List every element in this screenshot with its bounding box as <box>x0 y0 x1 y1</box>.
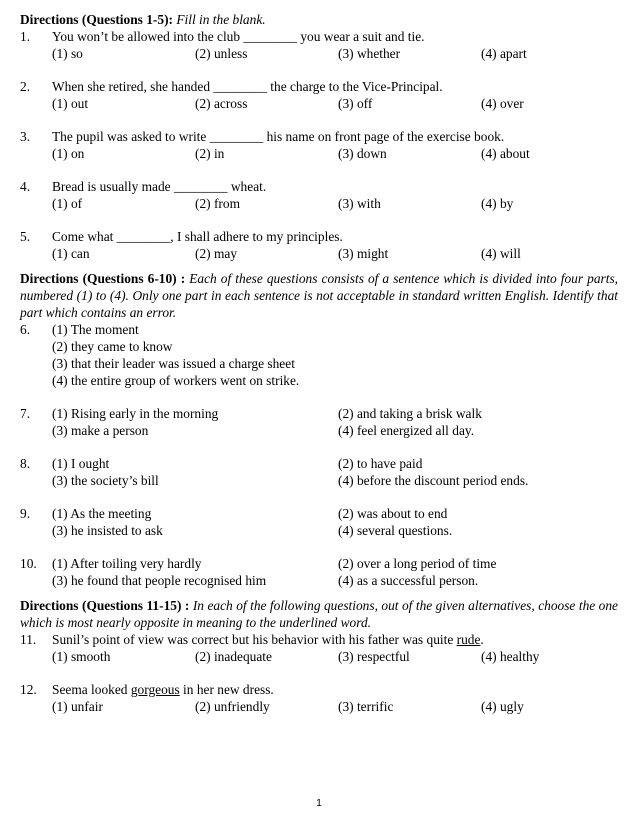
question-number: 2. <box>20 79 31 94</box>
underlined-word: rude <box>456 632 481 647</box>
options <box>52 95 618 112</box>
options <box>52 195 618 212</box>
option-1: (1) on <box>52 146 85 161</box>
option-2: (2) in <box>195 146 225 161</box>
options-row-1 <box>52 455 618 472</box>
options-row-1 <box>52 505 618 522</box>
option-1: (1) can <box>52 246 90 261</box>
options <box>52 648 618 665</box>
question-12 <box>20 681 618 715</box>
option-4: (4) as a successful person. <box>338 573 479 588</box>
question-2 <box>20 78 618 112</box>
page-number: 1 <box>316 798 322 809</box>
question-stem: Bread is usually made ________ wheat. <box>52 179 267 194</box>
option-1: (1) out <box>52 96 89 111</box>
option-4: (4) the entire group of workers went on strike. <box>52 373 300 388</box>
option-3: (3) respectful <box>338 649 410 664</box>
option-3: (3) whether <box>338 46 401 61</box>
question-stem: You won’t be allowed into the club ________ you wear a suit and tie. <box>52 29 425 44</box>
option-1: (1) The moment <box>52 322 139 337</box>
stem-text-end: in her new dress. <box>179 682 274 697</box>
option-1: (1) Rising early in the morning <box>52 406 219 421</box>
option-2: (2) unless <box>195 46 248 61</box>
option-1: (1) smooth <box>52 649 111 664</box>
option-2: (2) over a long period of time <box>338 556 497 571</box>
directions-instruction: In each of the following questions, out of the given alternatives, choose the one which is most nearly opposite in meaning to the underlined word. <box>20 598 619 630</box>
options <box>52 145 618 162</box>
directions-heading: Directions (Questions 6-10) : <box>20 271 186 286</box>
stem-text: Seema looked <box>52 682 131 697</box>
options <box>52 45 618 62</box>
option-2: (2) unfriendly <box>195 699 270 714</box>
option-1: (1) unfair <box>52 699 103 714</box>
directions-heading: Directions (Questions 11-15) : <box>20 598 190 613</box>
option-3: (3) he found that people recognised him <box>52 573 267 588</box>
question-stem <box>52 681 618 698</box>
question-1 <box>20 28 618 62</box>
options <box>52 698 618 715</box>
options-row-1 <box>52 405 618 422</box>
option-4: (4) by <box>481 196 514 211</box>
option-4: (4) feel energized all day. <box>338 423 475 438</box>
directions-instruction: Each of these questions consists of a sentence which is divided into four parts, numbered (1) to (4). Only one part in each sentence is not acceptable in standard written English. Identify that part which contains an error. <box>20 271 619 320</box>
option-3: (3) terrific <box>338 699 394 714</box>
question-7 <box>20 405 618 439</box>
option-4: (4) apart <box>481 46 527 61</box>
question-number: 1. <box>20 29 31 44</box>
option-4: (4) about <box>481 146 530 161</box>
options <box>52 245 618 262</box>
option-3: (3) down <box>338 146 387 161</box>
question-number: 6. <box>20 322 31 337</box>
option-4: (4) healthy <box>481 649 540 664</box>
stem-text: Sunil’s point of view was correct but his behavior with his father was quite <box>52 632 457 647</box>
option-2: (2) inadequate <box>195 649 272 664</box>
option-4: (4) before the discount period ends. <box>338 473 529 488</box>
option-3: (3) make a person <box>52 423 149 438</box>
option-3: (3) he insisted to ask <box>52 523 163 538</box>
question-9 <box>20 505 618 539</box>
option-2: (2) and taking a brisk walk <box>338 406 482 421</box>
option-2: (2) to have paid <box>338 456 423 471</box>
stem-text-end: . <box>480 632 484 647</box>
question-number: 8. <box>20 456 31 471</box>
options-row-2 <box>52 472 618 489</box>
option-1: (1) so <box>52 46 83 61</box>
question-8 <box>20 455 618 489</box>
option-2: (2) may <box>195 246 238 261</box>
option-1: (1) After toiling very hardly <box>52 556 202 571</box>
question-number: 12. <box>20 682 37 697</box>
option-3: (3) with <box>338 196 381 211</box>
question-4 <box>20 178 618 212</box>
directions-1-5 <box>20 11 618 28</box>
directions-heading: Directions (Questions 1-5): <box>20 12 173 27</box>
options-row-1 <box>52 555 618 572</box>
underlined-word: gorgeous <box>130 682 180 697</box>
option-2: (2) they came to know <box>52 339 173 354</box>
option-1: (1) I ought <box>52 456 110 471</box>
question-number: 7. <box>20 406 31 421</box>
question-stem <box>52 631 618 648</box>
option-4: (4) several questions. <box>338 523 453 538</box>
question-number: 3. <box>20 129 31 144</box>
question-number: 4. <box>20 179 31 194</box>
option-4: (4) over <box>481 96 524 111</box>
directions-11-15 <box>20 597 618 631</box>
option-2: (2) from <box>195 196 240 211</box>
option-3: (3) off <box>338 96 373 111</box>
option-1: (1) of <box>52 196 83 211</box>
question-11 <box>20 631 618 665</box>
directions-instruction: Fill in the blank. <box>176 12 266 27</box>
options-row-2 <box>52 422 618 439</box>
directions-6-10 <box>20 270 618 321</box>
option-3: (3) might <box>338 246 389 261</box>
option-4: (4) ugly <box>481 699 524 714</box>
option-2: (2) was about to end <box>338 506 448 521</box>
question-stem: The pupil was asked to write ________ his name on front page of the exercise book. <box>52 129 505 144</box>
options-row-2 <box>52 522 618 539</box>
question-stem: When she retired, she handed ________ the charge to the Vice-Principal. <box>52 79 443 94</box>
question-5 <box>20 228 618 262</box>
question-3 <box>20 128 618 162</box>
option-1: (1) As the meeting <box>52 506 152 521</box>
question-number: 10. <box>20 556 37 571</box>
question-stem: Come what ________, I shall adhere to my principles. <box>52 229 343 244</box>
option-2: (2) across <box>195 96 248 111</box>
question-10 <box>20 555 618 589</box>
option-3: (3) the society’s bill <box>52 473 159 488</box>
option-4: (4) will <box>481 246 521 261</box>
question-number: 5. <box>20 229 31 244</box>
question-6 <box>20 321 618 389</box>
question-number: 11. <box>20 632 37 647</box>
question-number: 9. <box>20 506 31 521</box>
options-row-2 <box>52 572 618 589</box>
document-page <box>20 11 618 715</box>
option-3: (3) that their leader was issued a charge sheet <box>52 356 295 371</box>
